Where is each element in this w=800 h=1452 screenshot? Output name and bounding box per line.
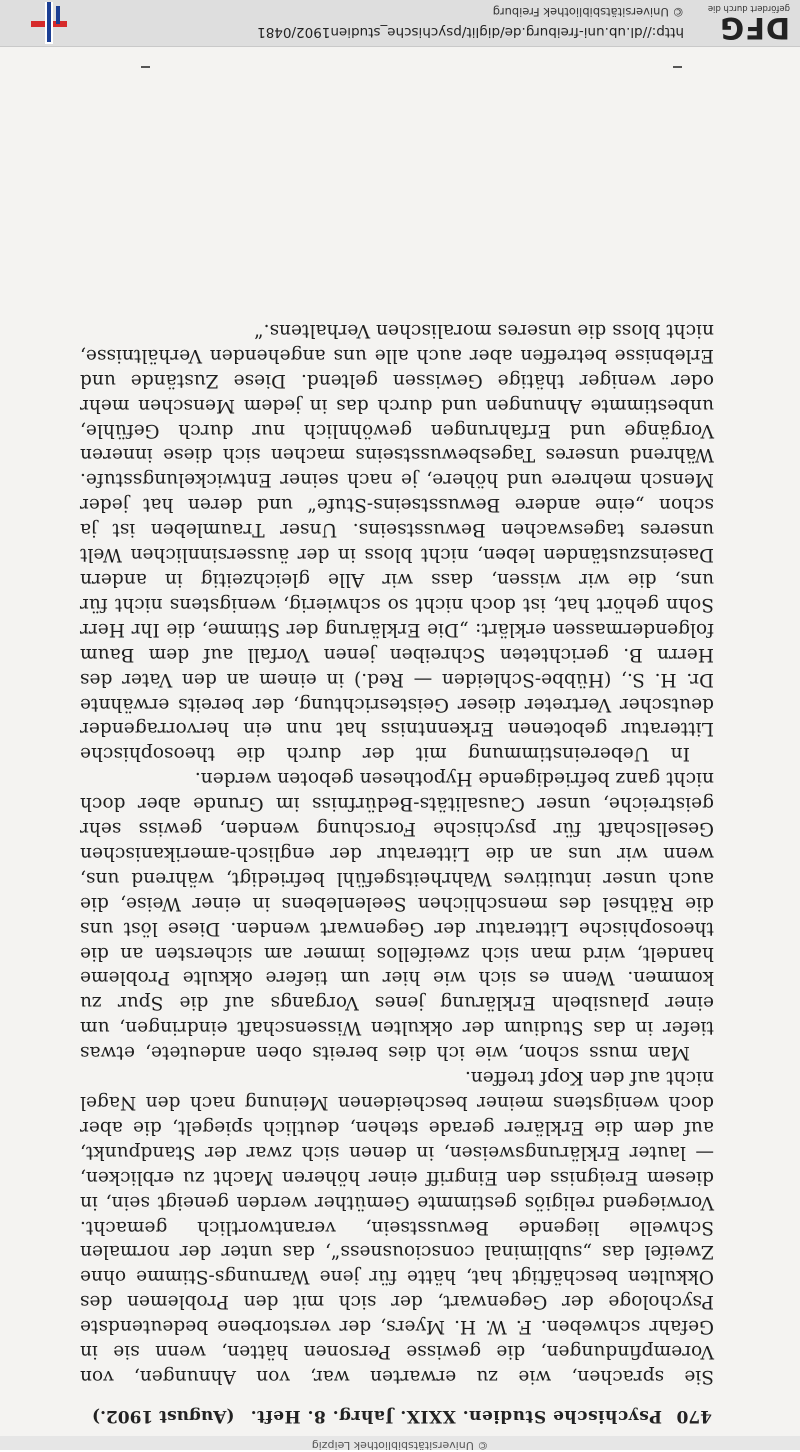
footer-bar — [0, 0, 800, 47]
logo-text: DFG — [719, 11, 790, 45]
dfg-logo — [698, 2, 790, 45]
paragraph: In Uebereinstimmung mit der durch die theosophische Litteratur gebotenen Erkenntniss hat nun ein hervorragender deutscher Vertreter dieser Geistesrichtung, der bereits erwähnte Dr. H. S., (Hübbe-Schleiden — Red.) in einem an den Vater des Herrn B. gerichteten Schreiben jenen Vorfall auf dem Baum folgendermassen erklärt: „Die Erklärung der Stimme, die Ihr Herr Sohn gehört hat, ist doch nicht so schwierig, wenigstens nicht für uns, die wir wissen, dass wir Alle gleichzeitig in andern Daseinszuständen leben, nicht bloss in der äussersinnlichen Welt unseres tageswachen Bewusstseins. Unser Traumleben ist ja schon „eine andere Bewusstseins-Stufe“ und deren hat jeder Mensch mehrere und höhere, je nach seiner Entwickelungsstufe. Während unseres Tagesbewusstseins machen sich diese inneren Vorgänge und Erfahrungen gewöhnlich nur durch Gefühle, unbestimmte Ahnungen und durch das in jedem Menschen mehr oder weniger thätige Gewissen geltend. Diese Zustände und Erlebnisse betreffen aber auch alle uns angehenden Verhältnisse, nicht bloss die unseres moralischen Verhaltens.“ — [80, 319, 714, 765]
scan-mark — [673, 66, 682, 68]
page-body — [80, 317, 714, 1388]
scan-mark — [141, 66, 150, 68]
running-head — [92, 1396, 712, 1426]
top-copyright-strip — [0, 1436, 800, 1450]
library-copyright: © Universitätsbibliothek Freiburg — [492, 5, 684, 19]
issue-date: (August 1902.) — [92, 1406, 235, 1426]
journal-title: Psychische Studien. XXIX. Jahrg. 8. Heft. — [250, 1406, 662, 1426]
logo-subtext: gefördert durch die — [707, 3, 790, 13]
page-number: 470 — [676, 1406, 712, 1426]
source-url[interactable]: http://dl.ub.uni-freiburg.de/diglit/psychische_studien1902/0481 — [257, 24, 684, 40]
paragraph: Man muss schon, wie ich dies bereits oben andeutete, etwas tiefer in das Studium der okkulten Wissenschaft eindringen, um einer plausibeln Erklärung jenes Vorgangs auf die Spur zu kommen. Wenn es sich wie hier um tiefere okkulte Probleme handelt, wird man sich zweifellos immer am sichersten an die theosophische Litteratur der Gegenwart wenden. Diese löst uns die Räthsel des menschlichen Seelenlebens in einer Weise, die auch unser intuitives Wahrheitsgefühl befriedigt, während uns, wenn wir uns an die Litteratur der englisch-amerikanischen Gesellschaft für psychische Forschung wenden, gewiss sehr geistreiche, unser Causalitäts-Bedürfniss im Grunde aber doch nicht ganz befriedigende Hypothesen geboten werden. — [80, 768, 714, 1064]
top-copyright: © Universitätsbibliothek Leipzig — [311, 1439, 489, 1452]
paragraph: Sie sprachen, wie zu erwarten war, von Ahnungen, von Vorempfindungen, die gewisse Personen hätten, wenn sie in Gefahr schweben. F. W. H. Myers, der verstorbene bedeutendste Psychologe der Gegenwart, der sich mit den Problemen des Okkulten beschäftigt hat, hätte für jene Warnungs-Stimme ohne Zweifel das „subliminal consciousness“, das unter der normalen Schwelle liegende Bewusstsein, verantwortlich gemacht. Vorwiegend religiös gestimmte Gemüther werden geneigt sein, in diesem Ereigniss den Eingriff einer höheren Macht zu erblicken, — lauter Erklärungsweisen, in denen sich zwar der Standpunkt, auf dem die Erklärer gerade stehen, deutlich spiegelt, die aber doch wenigstens meiner bescheidenen Meinung nach den Nagel nicht auf den Kopf treffen. — [80, 1067, 714, 1387]
library-flag-icon — [28, 2, 70, 44]
